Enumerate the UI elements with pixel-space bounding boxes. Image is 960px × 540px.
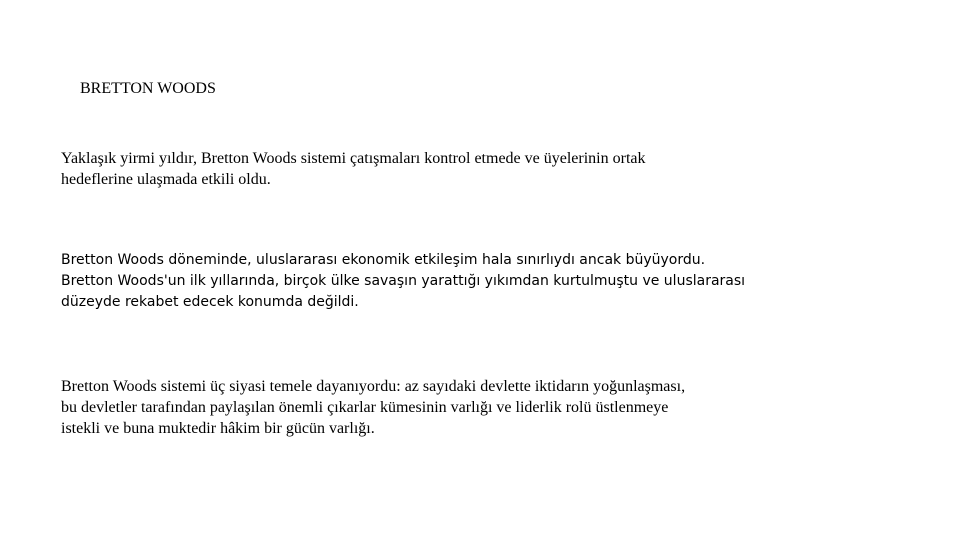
paragraph-1-line-1: Yaklaşık yirmi yıldır, Bretton Woods sistemi çatışmaları kontrol etmede ve üyelerinin ortak xyxy=(61,150,646,167)
paragraph-3-line-3: istekli ve buna muktedir hâkim bir gücün varlığı. xyxy=(61,420,375,437)
document-title: BRETTON WOODS xyxy=(80,80,216,97)
paragraph-1 xyxy=(61,148,821,190)
paragraph-3-line-1: Bretton Woods sistemi üç siyasi temele dayanıyordu: az sayıdaki devlette iktidarın yoğunlaşması, xyxy=(61,378,686,395)
paragraph-3-line-2: bu devletler tarafından paylaşılan önemli çıkarlar kümesinin varlığı ve liderlik rolü üstlenmeye xyxy=(61,399,669,416)
paragraph-2-line-2: Bretton Woods'un ilk yıllarında, birçok ülke savaşın yarattığı yıkımdan kurtulmuştu ve uluslararası xyxy=(61,273,746,289)
paragraph-2-line-3: düzeyde rekabet edecek konumda değildi. xyxy=(61,294,359,310)
paragraph-2 xyxy=(61,250,821,313)
paragraph-2-line-1: Bretton Woods döneminde, uluslararası ekonomik etkileşim hala sınırlıydı ancak büyüyordu. xyxy=(61,252,706,268)
paragraph-1-line-2: hedeflerine ulaşmada etkili oldu. xyxy=(61,171,271,188)
paragraph-3 xyxy=(61,376,821,439)
